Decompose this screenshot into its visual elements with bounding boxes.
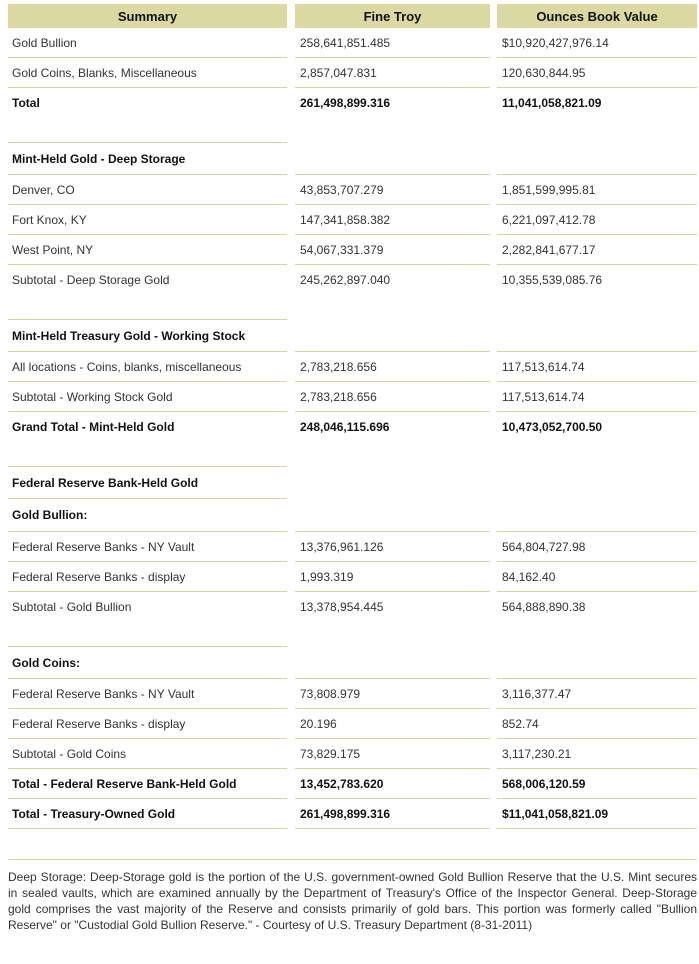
- fine-troy-cell: [295, 319, 490, 352]
- column-gap: [490, 265, 497, 295]
- row-label: Federal Reserve Banks - display: [8, 562, 287, 592]
- spacer-row: [8, 295, 697, 319]
- book-value-cell: 3,116,377.47: [497, 679, 697, 709]
- row-label: Subtotal - Gold Bullion: [12, 600, 132, 614]
- table-row: [8, 532, 697, 562]
- column-gap: [490, 592, 497, 622]
- column-gap: [490, 352, 497, 382]
- table-row: [8, 382, 697, 412]
- book-value-cell: 2,282,841,677.17: [497, 235, 697, 265]
- column-gap: [287, 466, 295, 499]
- column-header-ounces-book-value: Ounces Book Value: [497, 4, 697, 28]
- book-value-cell: 84,162.40: [497, 562, 697, 592]
- column-gap: [490, 175, 497, 205]
- row-label: Federal Reserve Banks - display: [8, 709, 287, 739]
- deep-storage-note: Deep Storage: Deep-Storage gold is the portion of the U.S. government-owned Gold Bullion Reserve that the U.S. Mint secures in sealed vaults, which are examined annually by the Department of Treasury's Office of the Inspector General. Deep-Storage gold comprises the vast majority of the Reserve and consists primarily of gold bars. This portion was formerly called "Bullion Reserve" or "Custodial Gold Bullion Reserve." - Courtesy of U.S. Treasury Department (8-31-2011): [8, 870, 697, 932]
- book-value-cell: 1,851,599,995.81: [497, 175, 697, 205]
- column-gap: [287, 205, 295, 235]
- fine-troy-cell: [295, 646, 490, 679]
- fine-troy-cell: 1,993.319: [295, 562, 490, 592]
- fine-troy-cell: 43,853,707.279: [295, 175, 490, 205]
- column-gap: [490, 799, 497, 829]
- column-gap: [287, 592, 295, 622]
- fine-troy-cell: 13,376,961.126: [295, 532, 490, 562]
- fine-troy-cell: 54,067,331.379: [295, 235, 490, 265]
- column-gap: [490, 142, 497, 175]
- table-row: [8, 412, 697, 442]
- column-gap: [490, 58, 497, 88]
- table-row: [8, 175, 697, 205]
- column-gap: [287, 499, 295, 532]
- column-header-summary: Summary: [8, 4, 287, 28]
- column-gap: [287, 88, 295, 118]
- book-value-cell: 10,355,539,085.76: [502, 273, 603, 287]
- column-gap: [287, 679, 295, 709]
- row-label: Gold Coins:: [8, 646, 287, 679]
- row-label: Total: [12, 96, 40, 110]
- table-header-row: [8, 4, 697, 28]
- book-value-cell: [497, 646, 697, 679]
- book-value-cell: [497, 319, 697, 352]
- book-value-cell: [497, 142, 697, 175]
- column-gap: [490, 532, 497, 562]
- gold-holdings-report: [8, 4, 697, 933]
- column-gap: [490, 28, 497, 58]
- column-gap: [287, 265, 295, 295]
- row-label: Mint-Held Treasury Gold - Working Stock: [8, 319, 287, 352]
- column-gap: [287, 352, 295, 382]
- row-label: Gold Coins, Blanks, Miscellaneous: [8, 58, 287, 88]
- table-row: [8, 205, 697, 235]
- fine-troy-cell: 147,341,858.382: [295, 205, 490, 235]
- column-gap: [287, 175, 295, 205]
- spacer-row: [8, 118, 697, 142]
- table-row: [8, 592, 697, 622]
- table-row: [8, 769, 697, 799]
- book-value-cell: 568,006,120.59: [497, 769, 697, 799]
- section-header-row: [8, 499, 697, 532]
- fine-troy-cell: 73,808.979: [295, 679, 490, 709]
- spacer-row: [8, 622, 697, 646]
- spacer-row: [8, 442, 697, 466]
- column-gap: [490, 319, 497, 352]
- table-row: [8, 709, 697, 739]
- fine-troy-cell: 2,783,218.656: [295, 382, 490, 412]
- table-row: [8, 88, 697, 118]
- fine-troy-cell: 20.196: [295, 709, 490, 739]
- column-gap: [490, 235, 497, 265]
- fine-troy-cell: 261,498,899.316: [295, 799, 490, 829]
- book-value-cell: 117,513,614.74: [497, 352, 697, 382]
- column-gap: [287, 412, 295, 442]
- fine-troy-cell: [295, 142, 490, 175]
- row-label: Subtotal - Working Stock Gold: [8, 382, 287, 412]
- row-label: Subtotal - Deep Storage Gold: [12, 273, 170, 287]
- fine-troy-cell: 13,452,783.620: [295, 769, 490, 799]
- column-gap: [287, 739, 295, 769]
- row-label: Total - Federal Reserve Bank-Held Gold: [8, 769, 287, 799]
- column-gap: [490, 4, 497, 28]
- column-gap: [490, 646, 497, 679]
- row-label: Subtotal - Gold Coins: [8, 739, 287, 769]
- fine-troy-cell: 2,783,218.656: [295, 352, 490, 382]
- fine-troy-cell: [295, 466, 490, 499]
- column-gap: [287, 646, 295, 679]
- column-gap: [490, 88, 497, 118]
- book-value-cell: 852.74: [497, 709, 697, 739]
- book-value-cell: [497, 499, 697, 532]
- column-gap: [287, 769, 295, 799]
- row-label: Federal Reserve Banks - NY Vault: [8, 679, 287, 709]
- column-gap: [490, 739, 497, 769]
- column-gap: [287, 562, 295, 592]
- column-gap: [287, 319, 295, 352]
- row-label: Gold Bullion: [8, 28, 287, 58]
- column-gap: [490, 205, 497, 235]
- fine-troy-cell: 2,857,047.831: [295, 58, 490, 88]
- book-value-cell: 6,221,097,412.78: [497, 205, 697, 235]
- row-label: Total - Treasury-Owned Gold: [8, 799, 287, 829]
- column-gap: [490, 769, 497, 799]
- fine-troy-cell: 13,378,954.445: [300, 600, 384, 614]
- section-header-row: [8, 142, 697, 175]
- book-value-cell: 3,117,230.21: [497, 739, 697, 769]
- column-gap: [490, 382, 497, 412]
- book-value-cell: 10,473,052,700.50: [502, 420, 603, 434]
- table-row: [8, 58, 697, 88]
- book-value-cell: 117,513,614.74: [497, 382, 697, 412]
- fine-troy-cell: 261,498,899.316: [300, 96, 391, 110]
- section-header-row: [8, 319, 697, 352]
- table-row: [8, 799, 697, 829]
- column-gap: [287, 28, 295, 58]
- column-gap: [287, 532, 295, 562]
- column-gap: [287, 382, 295, 412]
- section-header-row: [8, 466, 697, 499]
- column-header-fine-troy: Fine Troy: [295, 4, 490, 28]
- column-gap: [287, 4, 295, 28]
- row-label: Federal Reserve Bank-Held Gold: [8, 466, 287, 499]
- table-row: [8, 352, 697, 382]
- column-gap: [287, 142, 295, 175]
- table-row: [8, 28, 697, 58]
- column-gap: [287, 58, 295, 88]
- column-gap: [287, 709, 295, 739]
- table-row: [8, 679, 697, 709]
- column-gap: [287, 235, 295, 265]
- column-gap: [490, 562, 497, 592]
- book-value-cell: 120,630,844.95: [497, 58, 697, 88]
- row-label: All locations - Coins, blanks, miscellaneous: [8, 352, 287, 382]
- fine-troy-cell: 73,829.175: [295, 739, 490, 769]
- table-row: [8, 739, 697, 769]
- fine-troy-cell: [295, 499, 490, 532]
- row-label: Gold Bullion:: [8, 499, 287, 532]
- column-gap: [287, 799, 295, 829]
- fine-troy-cell: 258,641,851.485: [295, 28, 490, 58]
- footnote-section: [8, 859, 697, 933]
- book-value-cell: 564,804,727.98: [497, 532, 697, 562]
- table-row: [8, 265, 697, 295]
- column-gap: [490, 679, 497, 709]
- row-label: Grand Total - Mint-Held Gold: [12, 420, 175, 434]
- row-label: Denver, CO: [8, 175, 287, 205]
- column-gap: [490, 412, 497, 442]
- fine-troy-cell: 245,262,897.040: [300, 273, 391, 287]
- column-gap: [490, 499, 497, 532]
- table-row: [8, 562, 697, 592]
- row-label: Fort Knox, KY: [8, 205, 287, 235]
- book-value-cell: 564,888,890.38: [502, 600, 586, 614]
- fine-troy-cell: 248,046,115.696: [300, 420, 390, 434]
- row-label: West Point, NY: [8, 235, 287, 265]
- book-value-cell: $10,920,427,976.14: [497, 28, 697, 58]
- book-value-cell: [497, 466, 697, 499]
- column-gap: [490, 466, 497, 499]
- row-label: Mint-Held Gold - Deep Storage: [8, 142, 287, 175]
- row-label: Federal Reserve Banks - NY Vault: [8, 532, 287, 562]
- book-value-cell: $11,041,058,821.09: [497, 799, 697, 829]
- section-header-row: [8, 646, 697, 679]
- table-row: [8, 235, 697, 265]
- table-body: [8, 28, 697, 829]
- book-value-cell: 11,041,058,821.09: [502, 96, 602, 110]
- column-gap: [490, 709, 497, 739]
